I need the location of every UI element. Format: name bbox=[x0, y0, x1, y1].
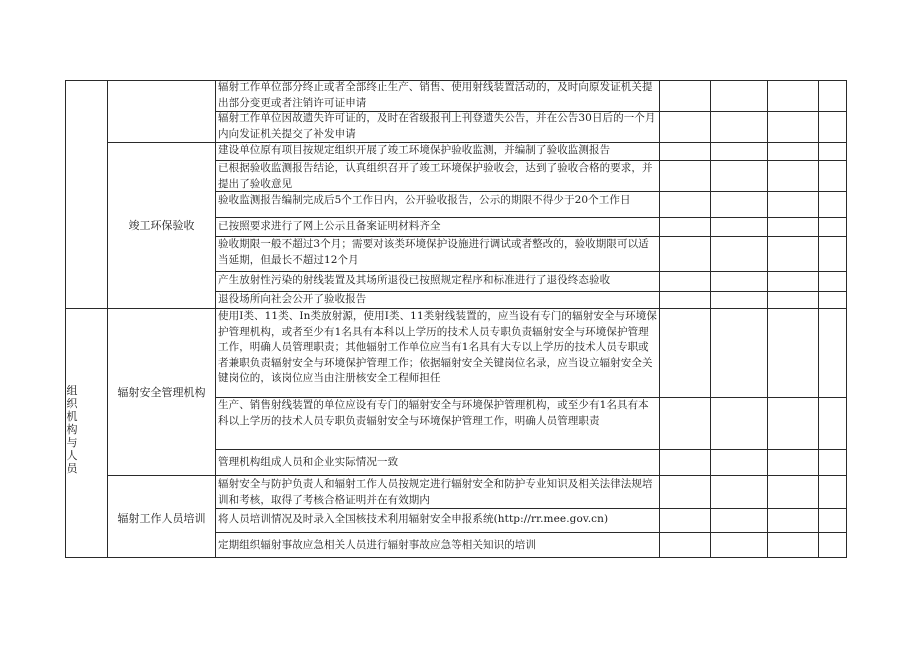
row-divider bbox=[215, 217, 847, 218]
requirement-text: 验收监测报告编制完成后5个工作日内，公开验收报告，公示的期限不得少于20个工作日 bbox=[218, 194, 631, 206]
column-divider bbox=[767, 80, 768, 558]
requirement-text: 辐射工作单位部分终止或者全部终止生产、销售、使用射线装置活动的，及时向原发证机关提出部分变更或者注销许可证申请 bbox=[218, 81, 653, 109]
requirement-text: 已根据验收监测报告结论，认真组织召开了竣工环境保护验收会，达到了验收合格的要求，并提出了验收意见 bbox=[218, 162, 653, 190]
column-divider bbox=[710, 80, 711, 558]
requirement-text: 验收期限一般不超过3个月；需要对该类环境保护设施进行调试或者整改的，验收期限可以适当延期，但最长不超过12个月 bbox=[218, 238, 649, 266]
requirement-text: 将人员培训情况及时录入全国核技术利用辐射安全申报系统(http://rr.mee.gov.cn) bbox=[218, 513, 609, 525]
column-divider bbox=[215, 80, 216, 558]
subcategory-label: 竣工环保验收 bbox=[128, 219, 195, 232]
column-divider bbox=[818, 80, 819, 558]
row-divider bbox=[215, 271, 847, 272]
table-right-border bbox=[846, 80, 847, 558]
category-label: 组织机构与人员 bbox=[66, 384, 78, 475]
row-divider bbox=[215, 449, 847, 450]
requirement-text: 生产、销售射线装置的单位应设有专门的辐射安全与环境保护管理机构，或至少有1名具有本科以上学历的技术人员专职负责辐射安全与环境保护管理工作，明确人员管理职责 bbox=[218, 399, 649, 427]
subcategory-label: 辐射安全管理机构 bbox=[117, 386, 206, 399]
requirement-text: 产生放射性污染的射线装置及其场所退役已按照规定程序和标准进行了退役终态验收 bbox=[218, 274, 611, 286]
requirement-text: 使用I类、11类、In类放射源，使用I类、11类射线装置的，应当设有专门的辐射安全与环境保护管理机构，或者至少有1名具有本科以上学历的技术人员专职负责辐射安全与环境保护管理工作，明确人员管理职责；其他辐射工作单位应当有1名具有大专以上学历的技术人员专职或者兼职负责辐射安全与环境保护管理工作；依据辐射安全关键岗位名录，应当设立辐射安全关键岗位的，该岗位应当由注册核安全工程师担任 bbox=[218, 310, 657, 384]
subcategory-label: 辐射工作人员培训 bbox=[117, 512, 206, 525]
column-divider bbox=[659, 80, 660, 558]
requirement-text: 已按照要求进行了网上公示且备案证明材料齐全 bbox=[218, 220, 441, 232]
requirement-text: 辐射安全与防护负责人和辐射工作人员按规定进行辐射安全和防护专业知识及相关法律法规培训和考核，取得了考核合格证明并在有效期内 bbox=[218, 478, 653, 506]
table-left-border bbox=[65, 80, 66, 558]
row-divider bbox=[215, 508, 847, 509]
row-divider bbox=[107, 475, 847, 476]
column-divider bbox=[107, 80, 108, 558]
requirement-text: 退役场所向社会公开了验收报告 bbox=[218, 293, 367, 305]
requirement-text: 定期组织辐射事故应急相关人员进行辐射事故应急等相关知识的培训 bbox=[218, 539, 536, 551]
row-divider bbox=[215, 532, 847, 533]
requirement-text: 建设单位原有项目按规定组织开展了竣工环境保护验收监测，并编制了验收监测报告 bbox=[218, 144, 611, 156]
requirement-text: 辐射工作单位因故遗失许可证的，及时在省级报刊上刊登遗失公告，并在公告30日后的一个月内向发证机关提交了补发申请 bbox=[218, 112, 656, 140]
table-bottom-border bbox=[65, 557, 847, 558]
requirement-text: 管理机构组成人员和企业实际情况一致 bbox=[218, 456, 399, 468]
